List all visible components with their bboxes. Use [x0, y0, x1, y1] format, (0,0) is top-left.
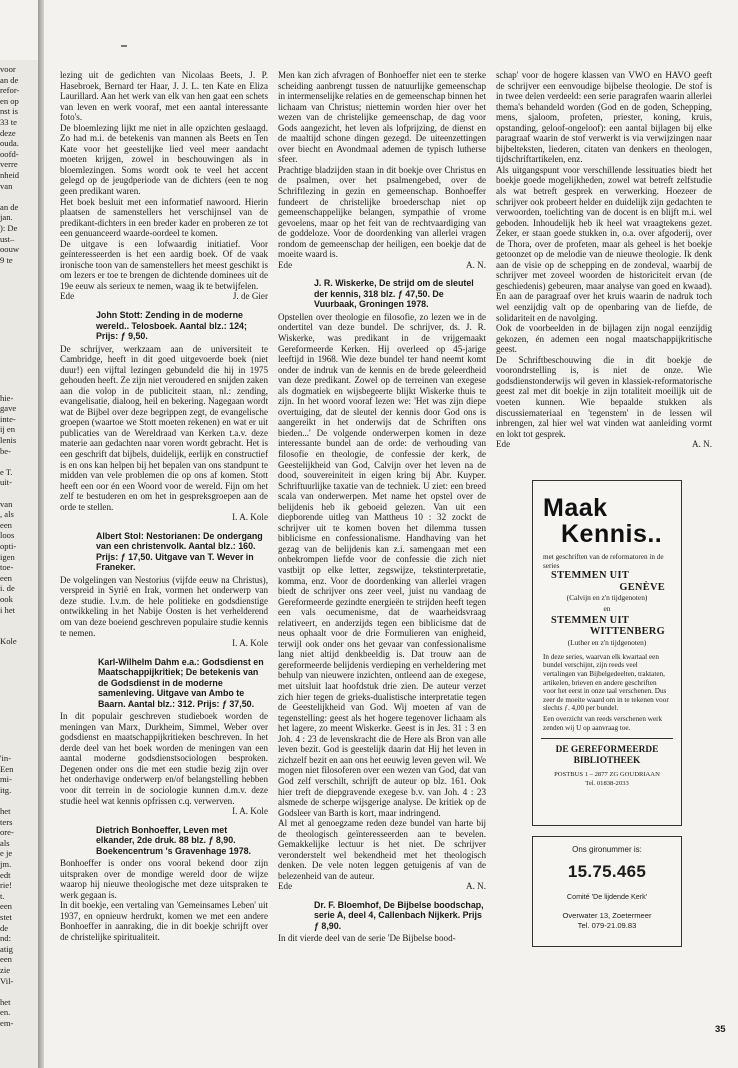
previous-page-fragment: ): De	[0, 223, 18, 233]
previous-page-fragment: stet	[0, 912, 12, 922]
paragraph: Men kan zich afvragen of Bonhoeffer niet een te sterke scheiding aanbrengt tussen de natuurlijke gemeenschap in intermenselijke relaties en de gemeenschap binnen het lichaam van Christus; niettemin worden hier over het wezen van de christelijke gemeenschap, de dag voor Gods aangezicht, het leven als lofprijzing, de dienst en de maaltijd schone dingen gezegd. De uiteenzettingen over biecht en Avondmaal ademen de typisch lutherse sfeer.	[278, 70, 486, 165]
previous-page-fragment: i het	[0, 604, 16, 615]
column-2	[278, 70, 486, 944]
ad-conjunction: en	[603, 604, 611, 613]
signature-line	[278, 881, 486, 892]
signature-line	[60, 806, 268, 817]
signature-author: I. A. Kole	[232, 638, 268, 649]
giro-committee: Comité 'De lijdende Kerk'	[566, 892, 648, 901]
paragraph: Ook de voorbeelden in de bijlagen zijn nogal eenzijdig gekozen, én ademen een nogal maatschappijkritische geest.	[496, 323, 712, 355]
signature-line	[278, 260, 486, 271]
advertisement-maak-kennis	[532, 480, 682, 826]
previous-page-fragment: refor-	[0, 85, 20, 96]
paragraph: lezing uit de gedichten van Nicolaas Beets, J. P. Hasebroek, Bernard ter Haar, J. J. L. ten Kate en Eliza Laurillard. Aan het werk van elk van hen gaat een schets van leven en werk vooraf, met een aantal interessante foto's.	[60, 70, 268, 123]
signature-author: A. N.	[466, 259, 486, 270]
paragraph: De uitgave is een lofwaardig initiatief. Voor geïnteresseerden is het een aardig boek. Of de vaak ironische toon van de samenstellers het meest geschikt is om lezers er toe te brengen de dichtende dominees uit de 19e eeuw als serieux te nemen, waag ik te betwijfelen.	[60, 238, 268, 291]
ad-address: POSTBUS 1 – 2877 ZG GOUDRIAAN	[554, 771, 660, 779]
previous-page-fragment: een	[0, 519, 12, 530]
giro-number: 15.75.465	[567, 862, 647, 881]
ad-series-2-sub: (Luther en z'n tijdgenoten)	[567, 637, 647, 647]
giro-address: Overwater 13, Zoetermeer	[562, 911, 652, 920]
previous-page-fragment: 33 te	[0, 117, 17, 127]
ad-telephone: Tel. 01838-2033	[585, 780, 629, 788]
signature-line	[496, 439, 712, 450]
ad-series-1-a: STEMMEN UIT	[551, 570, 630, 582]
previous-page-fragment: loos	[0, 530, 15, 541]
ad-brand-line-1: Maak	[543, 494, 608, 522]
previous-page-fragment: igen	[0, 551, 15, 562]
previous-page-fragment: en op	[0, 95, 19, 106]
paragraph: Prachtige bladzijden staan in dit boekje over Christus en de psalmen, over het psalmengebed, over de Schriftlezing in gezin en gemeenschap. Bonhoeffer fundeert de christelijke broederschap niet op gemeenschappelijke belangen, sympathie of vrome gevoelens, maar op het feit van de rechtvaardiging van de goddeloze. Voor de doordenking van allerlei vragen rondom de gemeenschap der heiligen, een boekje dat de moeite waard is.	[278, 164, 486, 260]
previous-page-fragment: inte-	[0, 413, 16, 424]
previous-page-fragment: mi-	[0, 774, 12, 785]
previous-page-fragment: een	[0, 901, 12, 912]
paragraph: Al met al genoegzame reden deze bundel van harte bij de theologisch geïnteresseerden aan te bevelen. Gemakkelijke lectuur is het niet. De schrijver veronderstelt wel bekendheid met het theologisch denken. De vele noten leggen getuigenis af van de belezenheid van de auteur.	[278, 818, 486, 881]
signature-place: Ede	[496, 439, 511, 450]
previous-page-fragment: ook	[0, 594, 13, 604]
dash-mark	[121, 45, 127, 47]
page-gutter	[38, 0, 44, 1068]
ad-body: In deze series, waarvan elk kwartaal een bundel verschijnt, zijn reeds veel vertalingen van Bijbelgedeelten, traktaten, artikelen, brieven en andere geschriften voor het eerst in onze taal verschenen. Dus zeer de moeite waard om in te tekenen voor slechts ƒ. 4,00 per bundel.	[543, 652, 669, 713]
previous-page-fragment: rie!	[0, 880, 12, 891]
previous-page-fragment: een	[0, 954, 12, 965]
previous-page-fragment: nd:	[0, 933, 11, 944]
review-heading: Dr. F. Bloemhof, De Bijbelse boodschap, serie A, deel 4, Callenbach Nijkerk. Prijs ƒ 8,90.	[314, 899, 484, 931]
paragraph: In dit populair geschreven studieboek worden de meningen van Marx, Durkheim, Simmel, Weber over godsdienst en maatschappijkritieken beschreven. In het derde deel van het boek worden de meningen van een aantal moderne godsdienstsociologen besproken. Degenen onder ons die met een studie bezig zijn over het onderhavige onderwerp en/of belangstelling hebben voor dit terrein in de sociologie kunnen d.m.v. deze studie heel wat kennis opfrissen c.q. verwerven.	[60, 711, 268, 806]
signature-line	[60, 638, 268, 649]
ad-publisher-1: DE GEREFORMEERDE	[555, 745, 659, 756]
paragraph: schap' voor de hogere klassen van VWO en HAVO geeft de schrijver een eenvoudige bijbelse theologie. De stof is in twee delen verdeeld: een serie paragrafen waarin allerlei thema's behandeld worden (God en de goden, Schepping, mens, sjaloom, profeten, priester, koning, kruis, opstanding, geloof-ongeloof): een aantal bijlagen bij elke paragraaf waarin de stof verwerkt is via verwijzingen naar bijbelteksten, liederen, citaten van denkers en theologen, tijdschriftartikelen, enz.	[496, 70, 712, 165]
previous-page-fragment: i. de	[0, 583, 15, 594]
previous-page-fragment: Kole	[0, 636, 17, 647]
previous-page-fragment: , als	[0, 509, 14, 520]
review-heading: Albert Stol: Nestorianen: De ondergang van een christenvolk. Aantal blz.: 160. Prijs: ƒ 17,50. Uitgave van T. Wever in Franeker.	[96, 530, 263, 573]
previous-page-fragment: edt	[0, 869, 11, 880]
page-number: 35	[715, 1024, 726, 1035]
review-heading: John Stott: Zending in de moderne wereld.. Telosboek. Aantal blz.: 124; Prijs: ƒ 9,50.	[96, 310, 247, 342]
previous-page-fragment: oouw	[0, 244, 20, 255]
previous-page-fragment: be-	[0, 445, 11, 456]
signature-place: Ede	[278, 259, 293, 270]
column-1	[60, 70, 268, 943]
paragraph: De schrijver, werkzaam aan de universiteit te Cambridge, heeft in dit goed uitgevoerde boek (niet duur!) een vijftal lezingen gebundeld die hij in 1975 gehouden heeft. Ze zijn niet veroudered en snijden zaken aan die volop in de publiciteit staan, nl.: zending, evangelisatie, dialoog, heil en bekering. Nagegaan wordt wat de Bijbel over deze begrippen zegt, de evangelische groepen (waartoe we Stott moeten rekenen) en wat er uit publicaties van de Wereldraad van Kerken t.a.v. deze materie aan gedachten naar voren wordt gebracht. Het is een geschrift dat bijbels, duidelijk, eerlijk en constructief is en ons kan helpen bij het bepalen van ons standpunt te midden van vele problemen die op ons af komen. Stott heeft een oor én een Woord voor de wereld. Fijn om het zelf te bestuderen en om het in gespreksgroepen aan de orde te stellen.	[60, 343, 268, 512]
previous-page-fragment: toe-	[0, 562, 14, 573]
previous-page-fragment: ouda.	[0, 138, 19, 149]
previous-page-fragment: Een	[0, 763, 14, 774]
previous-page-edge	[0, 60, 38, 1068]
previous-page-fragment: deze	[0, 127, 16, 138]
ad-intro: met geschriften van de reformatoren in de series	[543, 553, 664, 570]
previous-page-fragment: verre	[0, 159, 18, 170]
previous-page-fragment: van	[0, 498, 13, 509]
previous-page-fragment: als	[0, 837, 10, 848]
previous-page-fragment: opti-	[0, 541, 17, 551]
previous-page-fragment: gave	[0, 403, 17, 414]
previous-page-fragment: atig	[0, 943, 13, 954]
signature-place: Ede	[60, 291, 75, 302]
previous-page-fragment: nst is	[0, 106, 18, 117]
previous-page-fragment: oofd-	[0, 148, 19, 159]
paragraph: De volgelingen van Nestorius (vijfde eeuw na Christus), verspreid in Syrië en Irak, vormen het onderwerp van deze studie. I.v.m. de hele politieke en godsdienstige ontwikkeling in het Nabije Oosten is het verhelderend om van deze boeiend geschreven populaire studie kennis te nemen.	[60, 574, 268, 638]
column-3	[496, 70, 712, 454]
ad-brand-line-2: Kennis..	[561, 520, 663, 548]
previous-page-fragment: itg.	[0, 784, 12, 795]
signature-author: I. A. Kole	[232, 512, 268, 523]
signature-author: A. N.	[692, 439, 712, 450]
paragraph: Als uitgangspunt voor verschillende lessituaties biedt het boekje goede mogelijkheden, zowel wat betreft zelfstudie als wat betreft gesprek en verwerking. Hoezeer de schrijver ook probeert helder en duidelijk zijn gedachten te verwoorden, toelichting van de docent is en blijft m.i. wel geboden. Inhoudelijk heb ik heel wat vraagtekens gezet. Zeker, er staan goede stukken in, o.a. over afgoderij, over de Thora, over de profeten, maar als geheel is het boekje getoonzet op de melodie van de nieuwe theologie. Ik denk aan de visie op de schepping en de zondeval, waarbij de schrijver met zoveel woorden de historiciteit ervan (de geschiedenis) gebeuren, maar analyse van goed en kwaad). En aan de paragraaf over het kruis waarin de nadruk toch wel eenzijdig valt op de openbaring van de liefde, de solidariteit en de navolging.	[496, 164, 712, 323]
previous-page-fragment: en.	[0, 1007, 11, 1018]
previous-page-fragment: jm.	[0, 859, 12, 869]
signature-place: Ede	[278, 881, 293, 892]
previous-page-fragment: ust–	[0, 233, 15, 244]
previous-page-fragment: uit-	[0, 477, 12, 488]
ad-overview: Een overzicht van reeds verschenen werk zenden wij U op aanvraag toe.	[543, 714, 663, 732]
ad-series-1-b: GENÈVE	[619, 581, 665, 593]
previous-page-fragment: em-	[0, 1018, 14, 1028]
previous-page-fragment: zie	[0, 965, 11, 975]
review-heading: Dietrich Bonhoeffer, Leven met elkander, 2de druk. 88 blz. ƒ 8,90. Boekencentrum 's Gravenhage 1978.	[96, 824, 252, 856]
previous-page-fragment: ters	[0, 816, 13, 827]
previous-page-fragment: het	[0, 996, 11, 1007]
previous-page-fragment: e T.	[0, 466, 13, 477]
previous-page-fragment: e je	[0, 848, 13, 859]
ad-series-2-a: STEMMEN UIT	[551, 615, 630, 626]
review-heading: J. R. Wiskerke, De strijd om de sleutel der kennis, 318 blz. ƒ 47,50. De Vuurbaak, Groningen 1978.	[314, 278, 474, 310]
paragraph: Het boek besluit met een informatief nawoord. Hierin plaatsen de samenstellers het verschijnsel van de predikant-dichters in een breder kader en proberen ze tot een genuanceerd waarde-oordeel te komen.	[60, 196, 268, 239]
previous-page-fragment: de	[0, 922, 9, 933]
previous-page-fragment: ij en	[0, 424, 16, 435]
previous-page-fragment: Vil-	[0, 975, 14, 986]
ad-series-2-b: WITTENBERG	[589, 626, 665, 638]
signature-author: I. A. Kole	[232, 806, 268, 817]
previous-page-fragment: nheid	[0, 170, 20, 180]
giro-label: Ons gironummer is:	[572, 845, 642, 854]
previous-page-fragment: 9 te	[0, 254, 13, 265]
previous-page-fragment: het	[0, 806, 11, 816]
previous-page-fragment: ore-	[0, 827, 14, 838]
previous-page-fragment: jan.	[0, 212, 13, 223]
signature-line	[60, 512, 268, 523]
ad-series-1-sub: (Calvijn en z'n tijdgenoten)	[566, 593, 648, 602]
paragraph: De Schriftbeschouwing die in dit boekje de voorondrstelling is, is niet de onze. Wie godsdienstonderwijs wil geven in klassiek-reformatorische geest zal met dit boekje in zijn totaliteit moeilijk uit de voeten kunnen. Wie bepaalde stukken als discussiemateriaal en 'tegenstem' in de lessen wil inbrengen, zal hier wel wat vinden wat aanleiding vormt en lokt tot gesprek.	[496, 354, 712, 439]
signature-author: A. N.	[466, 881, 486, 892]
previous-page-fragment: 'in-	[0, 753, 12, 763]
signature-line	[60, 291, 268, 302]
previous-page-fragment: hie-	[0, 392, 14, 403]
previous-page-fragment: voor	[0, 64, 16, 74]
previous-page-fragment: an de	[0, 74, 19, 85]
previous-page-fragment: an de	[0, 201, 19, 212]
paragraph: In dit boekje, een vertaling van 'Gemeinsames Leben' uit 1937, en opnieuw herdrukt, komen we met een andere Bonhoeffer in aanraking, die in dit boekje schrijft over de christelijke spiritualiteit.	[60, 900, 268, 942]
previous-page-fragment: een	[0, 572, 12, 583]
previous-page-fragment: t.	[0, 890, 5, 901]
paragraph: Bonhoeffer is onder ons vooral bekend door zijn uitspraken over de mondige wereld door de wijze waarop hij nieuwe theologische met deze uitspraken te werk gegaan is.	[60, 858, 268, 900]
paragraph: In dit vierde deel van de serie 'De Bijbelse bood-	[278, 933, 456, 944]
ad-divider	[541, 738, 673, 739]
signature-author: J. de Gier	[232, 291, 268, 302]
previous-page-fragment: van	[0, 180, 13, 191]
review-heading: Karl-Wilhelm Dahm e.a.: Godsdienst en Maatschappijkritiek; De betekenis van de Godsdienst in de moderne samenleving. Uitgave van Ambo te Baarn. Aantal blz.: 312. Prijs: ƒ 37,50.	[98, 656, 264, 709]
previous-page-fragment: lenis	[0, 435, 17, 445]
giro-telephone: Tel. 079-21.09.83	[577, 920, 637, 930]
paragraph: Opstellen over theologie en filosofie, zo lezen we in de ondertitel van deze bundel. De schrijver, ds. J. R. Wiskerke, was predikant in de vrijgemaakt Gereformeerde Kerken. Hij overleed op 45-jarige leeftijd in 1968. Wie deze bundel ter hand neemt komt onder de indruk van de kennis en de brede geleerdheid van deze predikant. Zowel op de terreinen van exegese als dogmatiek en wijsbegeerte blijkt Wiskerke thuis te zijn. In het woord vooraf lezen we: 'Het was zijn diepe overtuiging, dat de sleutel der kennis door God ons is aangereikt in het onderwijs dat de Schriften ons bieden...' De volgende onderwerpen komen in deze interessante bundel aan de orde: de verhouding van filosofie en theologie, de confessie der kerk, de Geestelijkheid van God, Calvijn over het leven na de dood, souvereiniteit in eigen kring bij Abr. Kuyper. Schriftuurlijke taxatie van de techniek. U ziet: een breed scala van onderwerpen. Met name het opstel over de belijdenis heb ik geboeid gelezen. Van uit een diepborende uitleg van Mattheus 10 : 32 zockt de schrijver uit te komen boven het dilemma tussen biblicisme en confessionalisme. Handhaving van het gezag van de belijdenis kan z.i. samengaan met een onbekrompen liefde voor de confessie die zich niet vastbijt op elke letter, zegswijze, tekstinterpretatie, komma, enz. Voor de doordenking van allerlei vragen biedt de schrijver ons zeer veel, juist nu vandaag de Gereformeerde gezindte energieën te strijden heeft tegen een vals oecumenisme, dat de waarheidsvraag relativeert, en anderzijds tegen een biblicisme dat de neus ophaalt voor de drie Formulieren van enigheid, terwijl ook onder ons het gevaar van confessionalisme lang niet altijd denkbeeldig is. Dat trouw aan de gereformeerde belijdenis verdieping en verheldering met behulp van nieuwere inzichten, ontleend aan de exegese, met uitsluit laat hoofdstuk drie zien. De auteur verzet zich hier tegen de grieks-dualistische interpretatie tegen de Geestelijkheid van God. Wij moeten af van de tegenstelling: geest als het hogere tegenover lichaam als het lagere, zo meent Wiskerke. Geest is in Jes. 31 : 3 en Joh. 4 : 23 de levenskracht die de Here als Bron van alle leven bezit. God is geestelijk daarin dat Hij het leven in zichzelf bezit en aan ons het eeuwig leven geven wil. We mogen niet filosoferen over een wezen van God, dat van God zelf verschilt, schrijft de auteur op blz. 161. Ook hier treft de diepgravende exegese b.v. van Joh. 4 : 23 alsmede de scherpe wijsgerige analyse. De kritiek op de Godsleer van Barth is kort, maar indringend.	[278, 311, 486, 818]
ad-publisher-2: BIBLIOTHEEK	[573, 756, 641, 767]
advertisement-giro	[532, 836, 682, 947]
paragraph: De bloemlezing lijkt me niet in alle opzichten geslaagd. Zo had m.i. de betekenis van mannen als Beets en Ten Kate voor het geestelijke lied veel meer aandacht moeten krijgen, zowel in beschouwingen als in bloemlezingen. Soms wordt ook te veel het accent gelegd op de jeugdperiode van de dichters (een te nog geen predikant waren.	[60, 122, 268, 197]
